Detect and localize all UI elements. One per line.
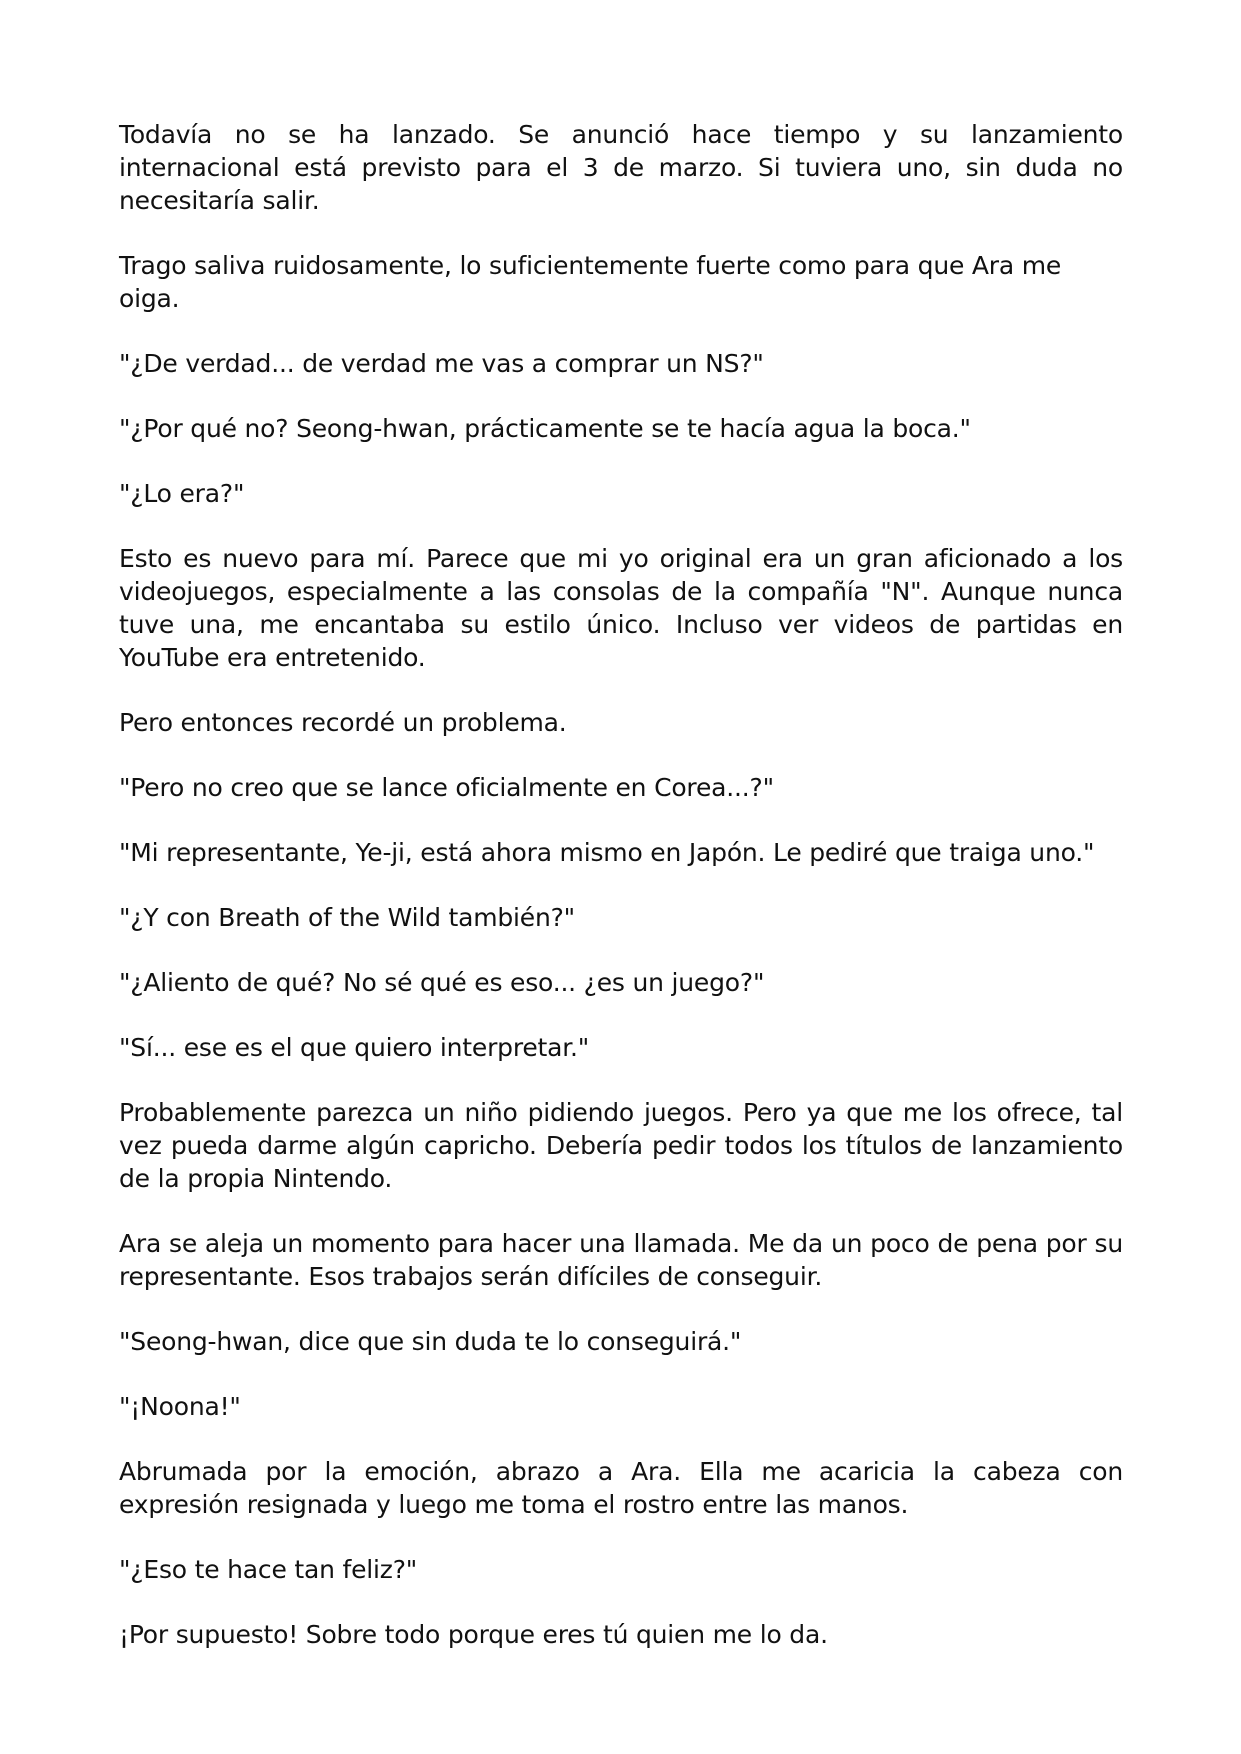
paragraph: Abrumada por la emoción, abrazo a Ara. Ella me acaricia la cabeza con expresión resignada y luego me toma el rostro entre las manos. (119, 1457, 1123, 1519)
paragraph: Esto es nuevo para mí. Parece que mi yo original era un gran aficionado a los videojuegos, especialmente a las consolas de la compañía "N". Aunque nunca tuve una, me encantaba su estilo único. Incluso ver videos de partidas en YouTube era entretenido. (119, 544, 1123, 672)
paragraph: ¡Por supuesto! Sobre todo porque eres tú quien me lo da. (119, 1620, 828, 1649)
paragraph: "¿Y con Breath of the Wild también?" (119, 903, 575, 932)
paragraph: "¿Aliento de qué? No sé qué es eso... ¿es un juego?" (119, 968, 765, 997)
paragraph: "¿Por qué no? Seong-hwan, prácticamente se te hacía agua la boca." (119, 414, 971, 443)
paragraph: "¡Noona!" (119, 1392, 241, 1421)
paragraph: Ara se aleja un momento para hacer una llamada. Me da un poco de pena por su representante. Esos trabajos serán difíciles de conseguir. (119, 1229, 1123, 1291)
document-body (119, 118, 1123, 1683)
paragraph: "Sí... ese es el que quiero interpretar." (119, 1033, 590, 1062)
paragraph: "Pero no creo que se lance oficialmente en Corea...?" (119, 773, 774, 802)
paragraph: "Mi representante, Ye-ji, está ahora mismo en Japón. Le pediré que traiga uno." (119, 838, 1095, 867)
paragraph: "Seong-hwan, dice que sin duda te lo conseguirá." (119, 1327, 742, 1356)
paragraph: Trago saliva ruidosamente, lo suficientemente fuerte como para que Ara me oiga. (119, 251, 1062, 313)
paragraph: "¿De verdad... de verdad me vas a comprar un NS?" (119, 349, 764, 378)
paragraph: "¿Lo era?" (119, 479, 245, 508)
paragraph: "¿Eso te hace tan feliz?" (119, 1555, 418, 1584)
paragraph: Todavía no se ha lanzado. Se anunció hace tiempo y su lanzamiento internacional está previsto para el 3 de marzo. Si tuviera uno, sin duda no necesitaría salir. (119, 120, 1123, 215)
paragraph: Pero entonces recordé un problema. (119, 708, 567, 737)
paragraph: Probablemente parezca un niño pidiendo juegos. Pero ya que me los ofrece, tal vez pueda darme algún capricho. Debería pedir todos los títulos de lanzamiento de la propia Nintendo. (119, 1098, 1123, 1193)
